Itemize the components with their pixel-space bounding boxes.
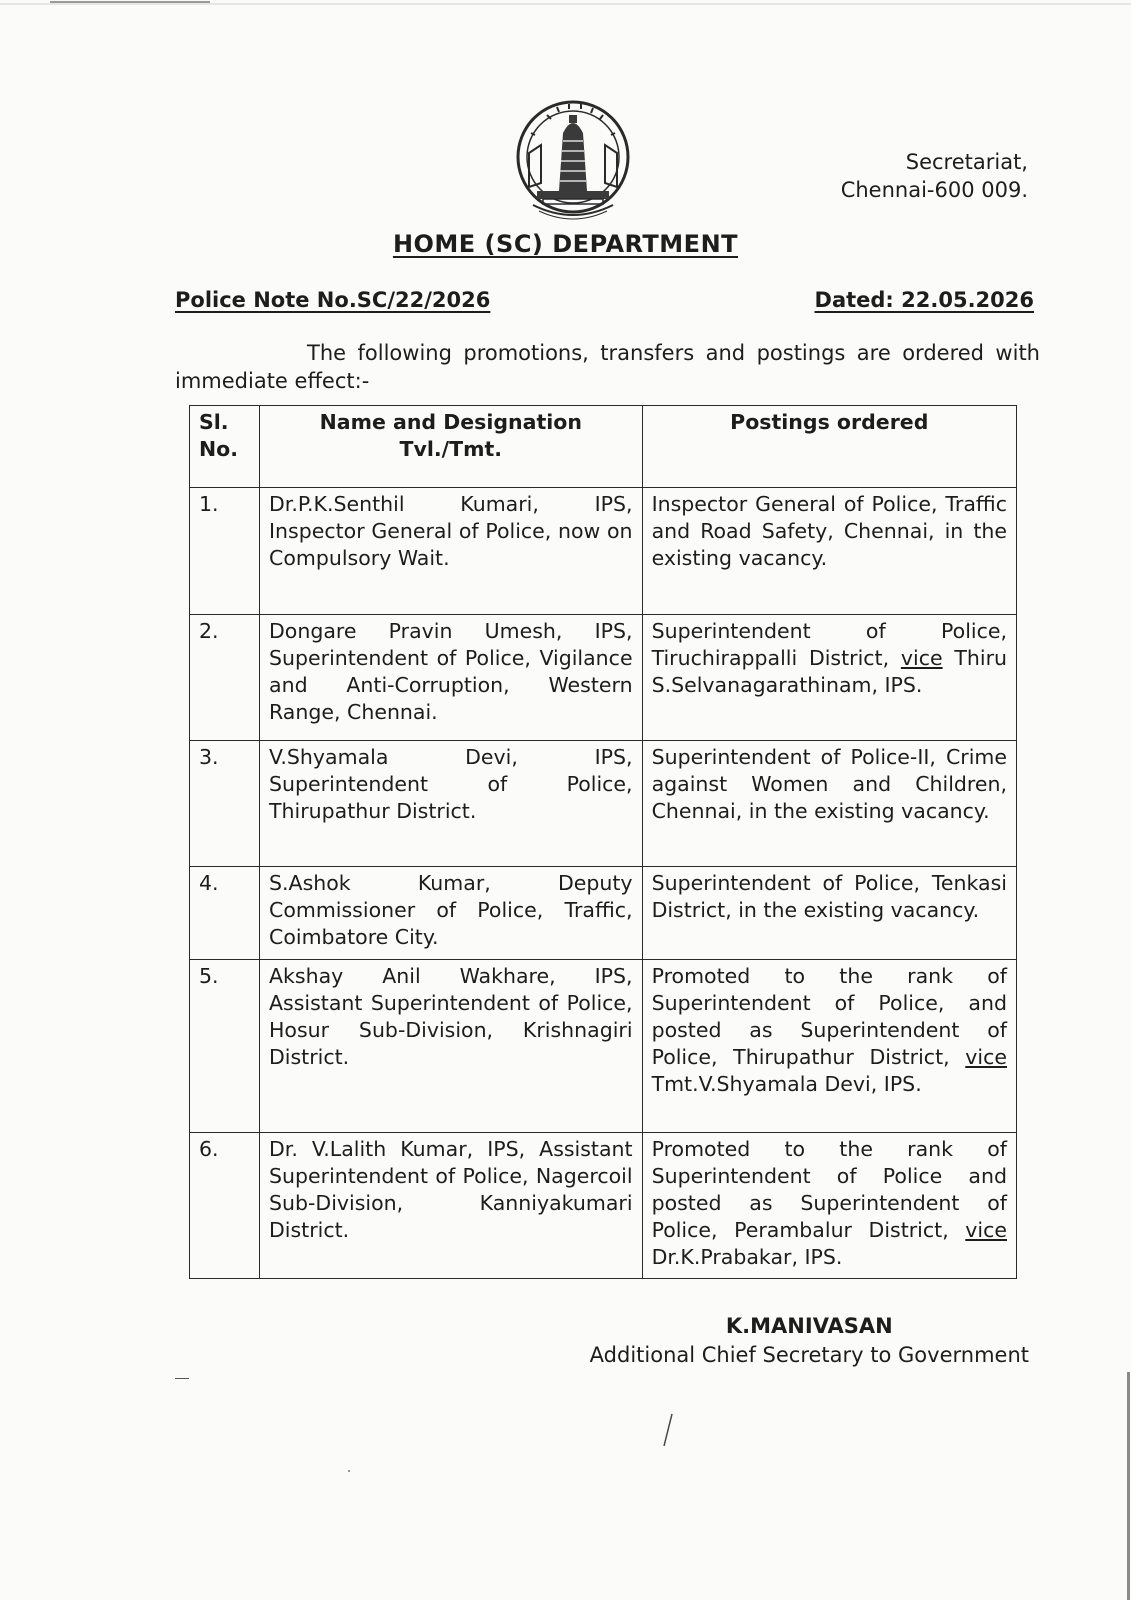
table-row: [190, 1133, 1017, 1279]
row-posting: Superintendent of Police-II, Crime against Women and Children, Chennai, in the existing vacancy.: [642, 741, 1016, 867]
posting-vice: vice: [965, 1218, 1007, 1242]
posting-vice: vice: [965, 1045, 1007, 1069]
header-postings-label: Postings ordered: [730, 410, 929, 434]
header-postings-ordered: [642, 406, 1016, 488]
row-posting: [642, 1133, 1016, 1279]
row-name: Akshay Anil Wakhare, IPS, Assistant Superintendent of Police, Hosur Sub-Division, Krishnagiri District.: [260, 960, 643, 1133]
header-sl-no: [190, 406, 260, 488]
row-name: S.Ashok Kumar, Deputy Commissioner of Police, Traffic, Coimbatore City.: [260, 867, 643, 960]
department-title: HOME (SC) DEPARTMENT: [392, 230, 739, 258]
table-row: [190, 615, 1017, 741]
intro-paragraph: The following promotions, transfers and postings are ordered with immediate effect:-: [175, 341, 1040, 393]
police-note-number: Police Note No.SC/22/2026: [175, 288, 491, 312]
row-posting: [642, 615, 1016, 741]
header-name-line2: Tvl./Tmt.: [399, 437, 503, 461]
tamil-nadu-emblem-icon: [507, 93, 639, 228]
row-sl: 3.: [190, 741, 260, 867]
table-row: [190, 867, 1017, 960]
row-sl: 5.: [190, 960, 260, 1133]
signatory-name: K.MANIVASAN: [725, 1314, 893, 1338]
table-row: [190, 488, 1017, 615]
postings-table: [189, 405, 1017, 1279]
posting-vice: vice: [900, 646, 943, 670]
scan-mark: [348, 1470, 350, 1472]
posting-text: Promoted to the rank of Superintendent of Police, and posted as Superintendent of Police, Thirupathur District,: [651, 964, 1007, 1069]
scan-edge-right: [1127, 1372, 1130, 1600]
address-line-1: Secretariat,: [905, 150, 1028, 174]
row-name: Dr. V.Lalith Kumar, IPS, Assistant Superintendent of Police, Nagercoil Sub-Division, Kanniyakumari District.: [260, 1133, 643, 1279]
posting-text: Promoted to the rank of Superintendent of Police and posted as Superintendent of Police, Perambalur District,: [651, 1137, 1007, 1242]
scan-mark: [660, 1412, 680, 1448]
header-sl-line2: No.: [199, 437, 239, 461]
scan-edge-line: [0, 3, 1131, 5]
scan-mark: [175, 1378, 189, 1379]
address-line-2: Chennai-600 009.: [840, 178, 1028, 202]
address-block: [818, 148, 1028, 204]
row-posting: [642, 960, 1016, 1133]
row-posting: Inspector General of Police, Traffic and Road Safety, Chennai, in the existing vacancy.: [642, 488, 1016, 615]
table-row: [190, 960, 1017, 1133]
row-name: V.Shyamala Devi, IPS, Superintendent of Police, Thirupathur District.: [260, 741, 643, 867]
header-sl-line1: Sl.: [199, 410, 229, 434]
header-name-line1: Name and Designation: [319, 410, 582, 434]
row-name: Dr.P.K.Senthil Kumari, IPS, Inspector General of Police, now on Compulsory Wait.: [260, 488, 643, 615]
posting-text: Superintendent of Police, Tiruchirappalli District,: [651, 619, 1007, 670]
table-header-row: [190, 406, 1017, 488]
header-name-designation: [260, 406, 643, 488]
row-name: Dongare Pravin Umesh, IPS, Superintendent of Police, Vigilance and Anti-Corruption, Western Range, Chennai.: [260, 615, 643, 741]
row-sl: 1.: [190, 488, 260, 615]
scan-edge-mark: [50, 1, 210, 3]
table-row: [190, 741, 1017, 867]
row-sl: 2.: [190, 615, 260, 741]
row-posting: Superintendent of Police, Tenkasi District, in the existing vacancy.: [642, 867, 1016, 960]
signatory-title: Additional Chief Secretary to Government: [589, 1343, 1029, 1367]
posting-text: Dr.K.Prabakar, IPS.: [651, 1245, 843, 1269]
signature-block: [590, 1312, 1029, 1370]
police-note-date: Dated: 22.05.2026: [814, 288, 1034, 312]
posting-text: Thiru S.Selvanagarathinam, IPS.: [651, 646, 1007, 697]
posting-text: Tmt.V.Shyamala Devi, IPS.: [651, 1072, 922, 1096]
department-heading: [0, 230, 1131, 258]
row-sl: 6.: [190, 1133, 260, 1279]
row-sl: 4.: [190, 867, 260, 960]
